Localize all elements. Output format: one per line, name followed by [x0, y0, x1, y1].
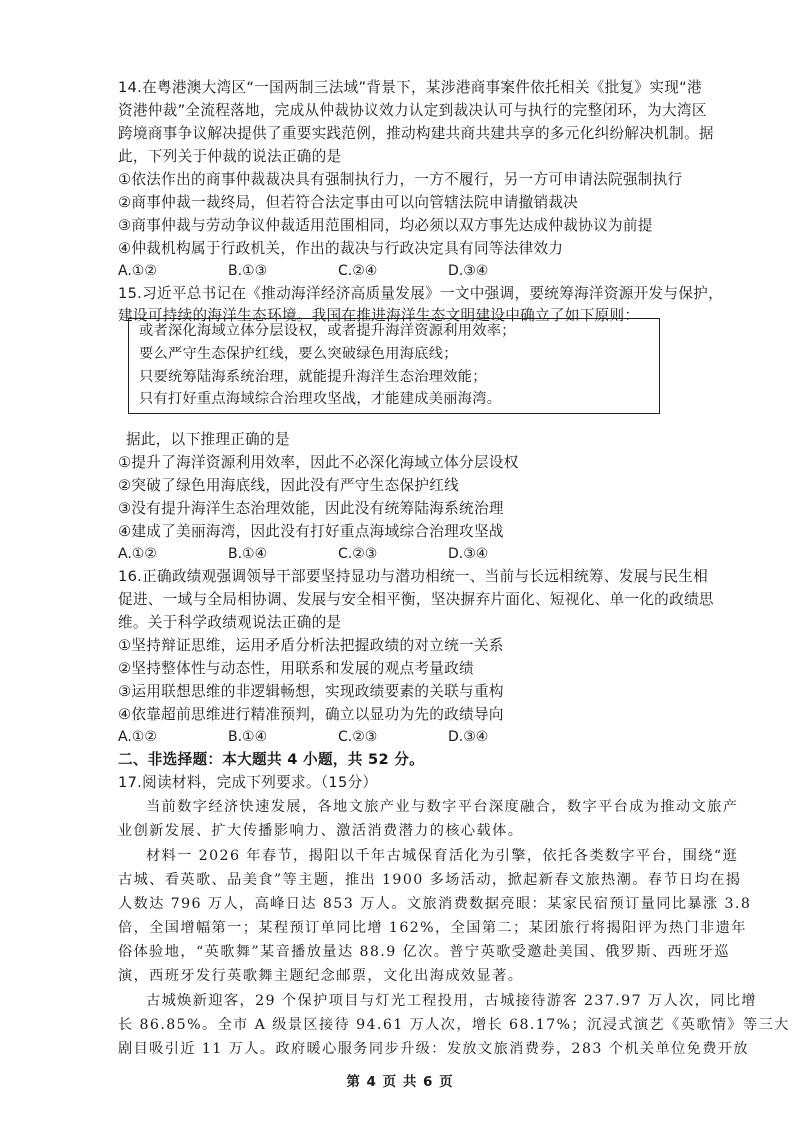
q15-prompt: 据此，以下推理正确的是	[126, 431, 290, 448]
q14-statement-1: ①依法作出的商事仲裁裁决具有强制执行力，一方不履行，另一方可申请法院强制执行	[118, 171, 683, 188]
q14-option-b: B.①③	[228, 263, 268, 279]
q14-option-c: C.②④	[338, 263, 378, 279]
q15-stem-line-1: 15.习近平总书记在《推动海洋经济高质量发展》一文中强调，要统筹海洋资源开发与保护，	[118, 285, 723, 302]
material-intro-line-2: 业创新发展、扩大传播影响力、激活消费潜力的核心载体。	[118, 823, 524, 839]
q15-option-a: A.①②	[118, 546, 157, 562]
q14-statement-3: ③商事仲裁与劳动争议仲裁适用范围相同，均必须以双方事先达成仲裁协议为前提	[118, 217, 653, 234]
q16-option-b: B.①④	[228, 729, 268, 745]
q14-stem-line-3: 跨境商事争议解决提供了重要实践范例，推动构建共商共建共享的多元化纠纷解决机制。据	[118, 125, 714, 142]
q15-statement-1: ①提升了海洋资源利用效率，因此不必深化海域立体分层设权	[118, 454, 519, 471]
material-one-line-5: 俗体验地，“英歌舞”某音播放量达 88.9 亿次。普宁英歌受邀赴美国、俄罗斯、西班牙巡	[118, 944, 730, 960]
q14-stem-line-1: 14.在粤港澳大湾区“一国两制三法域”背景下，某涉港商事案件依托相关《批复》实现“港	[118, 79, 702, 96]
q14-stem-line-2: 资港仲裁”全流程落地，完成从仲裁协议效力认定到裁决认可与执行的完整闭环，为大湾区	[118, 102, 707, 119]
q14-statement-2: ②商事仲裁一裁终局，但若符合法定事由可以向管辖法院申请撤销裁决	[118, 194, 579, 211]
q16-stem-line-3: 维。关于科学政绩观说法正确的是	[118, 614, 342, 631]
material-one-line-2: 古城、看英歌、品美食”等主题，推出 1900 多场活动，掀起新春文旅热潮。春节日均在揭	[118, 872, 742, 888]
material-two-line-1: 古城焕新迎客，29 个保护项目与灯光工程投用，古城接待游客 237.97 万人次，同比增	[146, 993, 758, 1009]
q15-statement-2: ②突破了绿色用海底线，因此没有严守生态保护红线	[118, 477, 460, 494]
material-intro-line-1: 当前数字经济快速发展，各地文旅产业与数字平台深度融合，数字平台成为推动文旅产	[146, 799, 739, 815]
principle-line-1: 或者深化海域立体分层设权，或者提升海洋资源利用效率；	[139, 323, 516, 339]
q15-option-d: D.③④	[448, 546, 489, 562]
q14-option-d: D.③④	[448, 263, 489, 279]
q15-stem-line-2: 建设可持续的海洋生态环境。我国在推进海洋生态文明建设中确立了如下原则：	[118, 307, 640, 324]
q16-statement-2: ②坚持整体性与动态性，用联系和发展的观点考量政绩	[118, 660, 474, 677]
q15-option-b: B.①④	[228, 546, 268, 562]
q16-stem-line-2: 促进、一域与全局相协调、发展与安全相平衡，坚决摒弃片面化、短视化、单一化的政绩思	[118, 591, 714, 608]
q16-statement-3: ③运用联想思维的非逻辑畅想，实现政绩要素的关联与重构	[118, 683, 504, 700]
q15-statement-3: ③没有提升海洋生态治理效能，因此没有统筹陆海系统治理	[118, 500, 504, 517]
principle-line-2: 要么严守生态保护红线，要么突破绿色用海底线；	[139, 346, 458, 362]
q15-statement-4: ④建成了美丽海湾，因此没有打好重点海域综合治理攻坚战	[118, 523, 504, 540]
q14-statement-4: ④仲裁机构属于行政机关，作出的裁决与行政决定具有同等法律效力	[118, 240, 564, 257]
q15-principles-box	[128, 318, 660, 414]
q16-stem-line-1: 16.正确政绩观强调领导干部要坚持显功与潜功相统一、当前与长远相统筹、发展与民生相	[118, 568, 709, 585]
material-one-line-3: 人数达 796 万人，高峰日达 853 万人。文旅消费数据亮眼：某家民宿预订量同比暴涨 3.8	[118, 896, 752, 912]
q16-statement-4: ④依靠超前思维进行精准预判，确立以显功为先的政绩导向	[118, 706, 504, 723]
q14-option-a: A.①②	[118, 263, 157, 279]
q14-stem-line-4: 此，下列关于仲裁的说法正确的是	[118, 148, 342, 165]
material-one-line-4: 倍，全国增幅第一；某程预订单同比增 162%，全国第二；某团旅行将揭阳评为热门非遗年	[118, 920, 747, 936]
material-one-line-6: 演，西班牙发行英歌舞主题纪念邮票，文化出海成效显著。	[118, 968, 524, 984]
page-number: 第 4 页 共 6 页	[346, 1074, 454, 1090]
section-heading: 二、非选择题：本大题共 4 小题，共 52 分。	[118, 751, 425, 768]
q15-option-c: C.②③	[338, 546, 378, 562]
q17-title: 17.阅读材料，完成下列要求。（15分）	[118, 774, 378, 791]
q16-option-a: A.①②	[118, 729, 157, 745]
principle-line-4: 只有打好重点海域综合治理攻坚战，才能建成美丽海湾。	[139, 391, 502, 407]
material-two-line-3: 剧目吸引近 11 万人。政府暖心服务同步升级：发放文旅消费券，283 个机关单位免费开放	[118, 1041, 750, 1057]
q16-option-c: C.②③	[338, 729, 378, 745]
principle-line-3: 只要统筹陆海系统治理，就能提升海洋生态治理效能；	[139, 369, 487, 385]
material-two-line-2: 长 86.85%。全市 A 级景区接待 94.61 万人次，增长 68.17%；沉浸式演艺《英歌情》等三大	[118, 1017, 790, 1033]
q16-statement-1: ①坚持辩证思维，运用矛盾分析法把握政绩的对立统一关系	[118, 637, 504, 654]
q16-option-d: D.③④	[448, 729, 489, 745]
material-one-line-1: 材料一 2026 年春节，揭阳以千年古城保育活化为引擎，依托各类数字平台，围绕“逛	[146, 848, 739, 864]
